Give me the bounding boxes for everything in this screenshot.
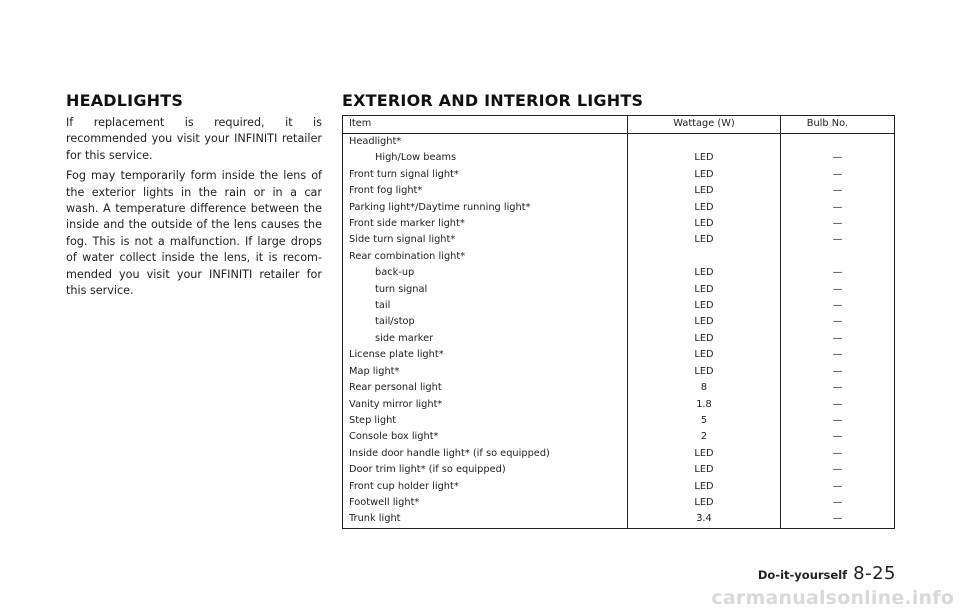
item-cell: turn signal <box>343 282 628 298</box>
bulb-cell: — <box>832 300 843 312</box>
table-row <box>343 167 895 183</box>
item-cell: back-up <box>343 265 628 281</box>
table-row <box>343 511 895 528</box>
page-number: 8-25 <box>853 563 896 584</box>
item-cell: Parking light*/Daytime running light* <box>343 200 628 216</box>
item-cell: tail <box>343 298 628 314</box>
table-row <box>343 331 895 347</box>
item-cell: side marker <box>343 331 628 347</box>
table-row <box>343 200 895 216</box>
table-row <box>343 265 895 281</box>
wattage-cell: LED <box>628 331 781 347</box>
wattage-cell: LED <box>628 265 781 281</box>
bulb-cell: — <box>832 382 843 394</box>
table-row <box>343 397 895 413</box>
item-cell: Headlight* <box>343 134 628 151</box>
wattage-cell: LED <box>628 216 781 232</box>
item-cell: Footwell light* <box>343 495 628 511</box>
table-row <box>343 150 895 166</box>
wattage-cell: LED <box>628 150 781 166</box>
table-row <box>343 298 895 314</box>
bulb-cell: — <box>832 332 843 344</box>
table-row <box>343 232 895 248</box>
item-cell: Door trim light* (if so equipped) <box>343 462 628 478</box>
wattage-cell: LED <box>628 298 781 314</box>
table-header-row <box>343 116 895 134</box>
bulb-cell: — <box>832 398 843 410</box>
item-cell: Rear personal light <box>343 380 628 396</box>
item-cell: Inside door handle light* (if so equipped) <box>343 446 628 462</box>
bulb-cell: — <box>832 414 843 426</box>
wattage-cell: LED <box>628 495 781 511</box>
wattage-cell: LED <box>628 479 781 495</box>
bulb-cell: — <box>832 496 843 508</box>
column-header-item: Item <box>343 116 628 134</box>
table-row <box>343 364 895 380</box>
wattage-cell: LED <box>628 314 781 330</box>
table-row <box>343 183 895 199</box>
wattage-cell <box>628 249 781 265</box>
watermark: carmanualsonline.info <box>711 587 954 609</box>
wattage-cell: LED <box>628 167 781 183</box>
item-cell: Console box light* <box>343 429 628 445</box>
bulb-cell: — <box>832 431 843 443</box>
item-cell: High/Low beams <box>343 150 628 166</box>
item-cell: Side turn signal light* <box>343 232 628 248</box>
bulb-cell: — <box>832 283 843 295</box>
bulb-cell: — <box>832 480 843 492</box>
footer-section-name: Do-it-yourself <box>757 568 848 582</box>
bulb-cell: — <box>832 349 843 361</box>
wattage-cell: 5 <box>628 413 781 429</box>
item-cell: Rear combination light* <box>343 249 628 265</box>
item-cell: tail/stop <box>343 314 628 330</box>
wattage-cell: LED <box>628 462 781 478</box>
table-row <box>343 249 895 265</box>
bulb-cell: — <box>832 447 843 459</box>
table-row <box>343 282 895 298</box>
table-row <box>343 462 895 478</box>
table-row <box>343 429 895 445</box>
bulb-cell: — <box>832 316 843 328</box>
wattage-cell: LED <box>628 347 781 363</box>
table-row <box>343 479 895 495</box>
wattage-cell: 2 <box>628 429 781 445</box>
wattage-cell: LED <box>628 282 781 298</box>
table-row <box>343 314 895 330</box>
bulb-cell <box>781 134 895 151</box>
table-row <box>343 216 895 232</box>
bulb-cell <box>781 249 895 265</box>
wattage-cell: LED <box>628 232 781 248</box>
wattage-cell: 1.8 <box>628 397 781 413</box>
lights-table <box>342 115 895 529</box>
wattage-cell: LED <box>628 364 781 380</box>
bulb-cell: — <box>832 152 843 164</box>
bulb-cell: — <box>832 201 843 213</box>
lights-table-body <box>343 134 895 529</box>
bulb-cell: — <box>832 267 843 279</box>
wattage-cell: 8 <box>628 380 781 396</box>
wattage-cell: LED <box>628 183 781 199</box>
item-cell: Front side marker light* <box>343 216 628 232</box>
table-row <box>343 134 895 151</box>
bulb-cell: — <box>832 218 843 230</box>
item-cell: License plate light* <box>343 347 628 363</box>
wattage-cell: LED <box>628 446 781 462</box>
item-cell: Trunk light <box>343 511 628 528</box>
column-header-wattage: Wattage (W) <box>628 116 781 134</box>
bulb-cell: — <box>832 234 843 246</box>
item-cell: Vanity mirror light* <box>343 397 628 413</box>
table-row <box>343 347 895 363</box>
item-cell: Front cup holder light* <box>343 479 628 495</box>
headlights-paragraph: Fog may temporarily form inside the lens of the exterior lights in the rain or in a car wash. A temperature difference between the inside and the outside of the lens causes the fog. This is not a malfunction. If large drops of water collect inside the lens, it is recom-mended you visit your INFINITI retailer for this service. <box>66 169 322 298</box>
wattage-cell: LED <box>628 200 781 216</box>
bulb-cell: — <box>832 464 843 476</box>
lights-heading: EXTERIOR AND INTERIOR LIGHTS <box>342 91 644 110</box>
headlights-section <box>66 92 322 303</box>
headlights-heading: HEADLIGHTS <box>66 91 184 110</box>
table-row <box>343 495 895 511</box>
column-header-bulb: Bulb No. <box>781 116 895 134</box>
wattage-cell: 3.4 <box>628 511 781 528</box>
item-cell: Step light <box>343 413 628 429</box>
headlights-paragraph: If replacement is required, it is recommended you visit your INFINITI retailer for this service. <box>66 116 322 162</box>
lights-section <box>342 92 895 529</box>
page-footer <box>758 563 896 584</box>
bulb-cell: — <box>832 185 843 197</box>
table-row <box>343 446 895 462</box>
item-cell: Front fog light* <box>343 183 628 199</box>
bulb-cell: — <box>832 168 843 180</box>
bulb-cell: — <box>832 513 843 525</box>
table-row <box>343 380 895 396</box>
item-cell: Front turn signal light* <box>343 167 628 183</box>
item-cell: Map light* <box>343 364 628 380</box>
bulb-cell: — <box>832 365 843 377</box>
wattage-cell <box>628 134 781 151</box>
table-row <box>343 413 895 429</box>
